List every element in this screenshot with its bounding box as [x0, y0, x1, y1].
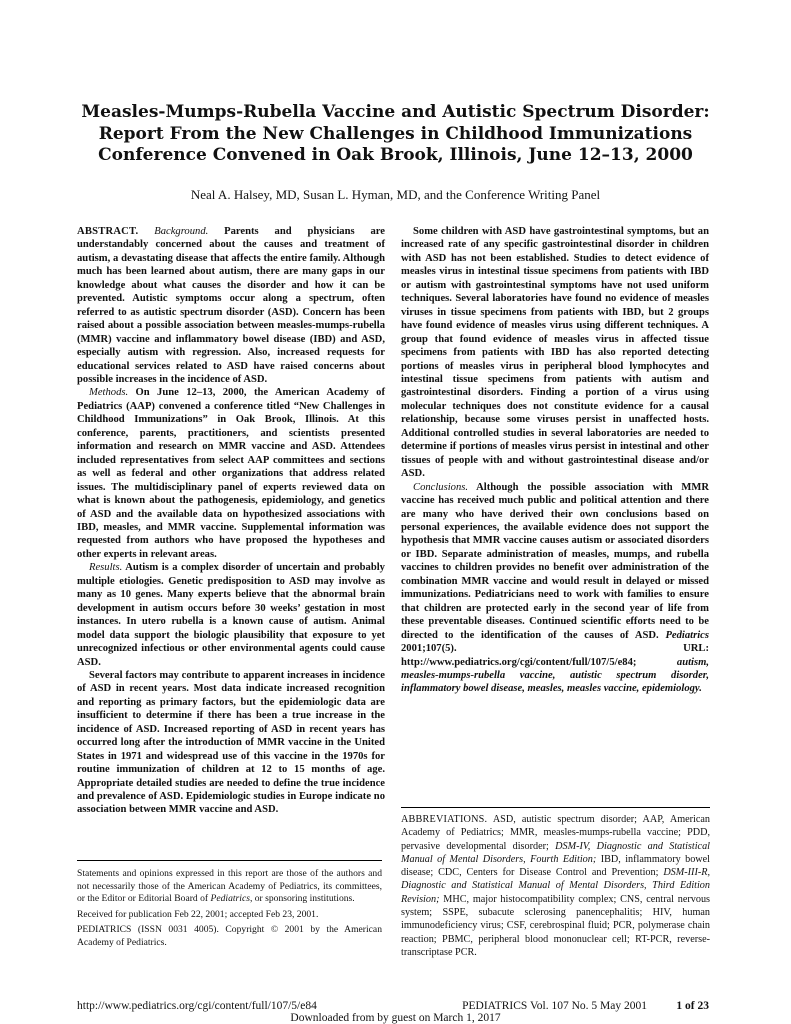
left-column: [77, 225, 385, 817]
abbreviations-text-2: IBD, inflammatory bowel disease; CDC, Centers for Disease Control and Prevention;: [401, 853, 711, 879]
footer-journal: PEDIATRICS Vol. 107 No. 5 May 2001: [462, 1000, 647, 1012]
abbreviations-italic-1: DSM-IV, Diagnostic and Statistical Manual of Mental Disorders, Fourth Edition;: [401, 840, 711, 865]
citation-journal: Pediatrics: [665, 629, 709, 641]
methods-text: On June 12–13, 2000, the American Academy of Pediatrics (AAP) convened a conference titled “New Challenges in Childhood Immunizations” in Oak Brook, Illinois. At this conference, parents, practitioners, and scientists presented information and research on MMR vaccine and ASD. Attendees included representatives from select AAP committees and sections as well as federal and other organizations that address related issues. The multidisciplinary panel of experts reviewed data on what is known about the pathogenesis, epidemiology, and genetics of ASD and the available data on hypothesized associations with IBD, measles, and MMR vaccine. Supplemental information was requested from authors who have proposed the hypotheses and other experts in relevant areas.: [77, 387, 385, 560]
abstract-results-3: [401, 225, 709, 481]
background-text: Parents and physicians are understandably concerned about the causes and treatment of autism, a devastating disease that affects the entire family. Although much has been learned about autism, there are many gaps in our knowledge about what causes the disorder and how it can be prevented. Autistic symptoms occur along a spectrum, often referred to as autistic spectrum disorder (ASD). Concern has been raised about a possible association between measles-mumps-rubella (MMR) vaccine and inflammatory bowel disease (IBD) and ASD, especially autism with regression. Also, increased requests for educational services related to ASD have raised concerns about possible increases in the incidence of ASD.: [77, 226, 385, 385]
abbreviations-text-3: MHC, major histocompatibility complex; CNS, central nervous system; SSPE, subacute sclerosing panencephalitis; HIV, human immunodeficiency virus; CSF, cerebrospinal fluid; PCR, polymerase chain reaction; PBMC, peripheral blood mononuclear cell; RT-PCR, reverse-transcriptase PCR.: [401, 893, 711, 958]
abbreviations-rule: [401, 807, 710, 808]
results-text-3: Some children with ASD have gastrointestinal symptoms, but an increased rate of any specific gastrointestinal disorder in children with ASD has not been established. Studies to detect evidence of measles virus in intestinal tissue specimens from patients with IBD or autism with gastrointestinal symptoms have not used uniform techniques. Several laboratories have found no evidence of measles viruses in tissue specimens from patients with IBD, but 2 groups have found evidence of measles virus using different techniques. A group that found evidence of measles virus in affected tissue specimens from patients with IBD has also reported detecting portions of measles virus in peripheral blood lymphocytes and intestinal tissue specimens from patients with autism and gastrointestinal disorders. Finding a portion of a virus using molecular techniques does not constitute evidence for a causal relationship, because some viruses persist in unaffected hosts. Additional controlled studies in several laboratories are needed to determine if portions of measles virus persist in intestinal and other tissues of people with and without gastrointestinal disease and/or ASD.: [401, 226, 709, 480]
abstract-label: ABSTRACT.: [77, 226, 139, 237]
citation-ref: 2001;107(5). URL: http://www.pediatrics.org/cgi/content/full/107/5/e84;: [401, 643, 709, 668]
conclusions-text: Although the possible association with MMR vaccine has received much public and political attention and there are many who have derived their own conclusions based on personal experiences, the available evidence does not support the hypothesis that MMR vaccine causes autism or associated disorders or IBD. Separate administration of measles, mumps, and rubella vaccines to children provides no benefit over administration of the combination MMR vaccine and would result in delayed or missed immunizations. Pediatricians need to work with families to ensure that children are protected early in the second year of life from these preventable diseases. Continued scientific efforts need to be directed to the identification of the causes of ASD.: [401, 481, 709, 641]
abstract-conclusions: [401, 481, 709, 696]
results-heading: Results.: [89, 562, 123, 574]
footer-url[interactable]: http://www.pediatrics.org/cgi/content/full/107/5/e84: [77, 1000, 317, 1012]
abbreviations-italic-2: DSM-III-R, Diagnostic and Statistical Manual of Mental Disorders, Third Edition Revision;: [401, 867, 710, 905]
results-text-2: Several factors may contribute to apparent increases in incidence of ASD in recent years. Most data indicate increased recognition and reporting as primary factors, but the epidemiologic data are insufficient to determine if there has been a true increase in the incidence of ASD. Increased reporting of ASD in recent years has occurred long after the introduction of MMR vaccine in the United States in 1971 and widespread use of this vaccine in the 1970s for routine immunization of children at 12 to 15 months of age. Appropriate detailed studies are needed to define the true incidence and prevalence of ASD. Epidemiologic studies in Europe indicate no association between MMR vaccine and ASD.: [77, 669, 385, 816]
right-column: [401, 225, 709, 696]
abstract-results-2: [77, 669, 385, 817]
abbreviations-label: ABBREVIATIONS.: [401, 814, 488, 825]
download-notice: Downloaded from by guest on March 1, 2017: [290, 1012, 501, 1024]
conclusions-heading: Conclusions.: [413, 481, 469, 493]
abstract-methods: [77, 386, 385, 561]
abstract-background: [77, 225, 385, 386]
footnote-received: Received for publication Feb 22, 2001; accepted Feb 23, 2001.: [77, 908, 319, 920]
statement-text: Statements and opinions expressed in this report are those of the authors and not necessarily those of the American Academy of Pediatrics, its committees, or the Editor or Editorial Board of: [77, 868, 382, 905]
footnotes: [77, 868, 382, 953]
abstract-results: [77, 561, 385, 669]
article-title: Measles-Mumps-Rubella Vaccine and Autistic Spectrum Disorder: Report From the New Challenges in Childhood Immunizations Conference Convened in Oak Brook, Illinois, June 12–13, 2000: [81, 102, 710, 165]
background-heading: Background.: [154, 226, 209, 237]
footnote-copyright: PEDIATRICS (ISSN 0031 4005). Copyright © 2001 by the American Academy of Pediatrics.: [77, 924, 382, 948]
abbreviations: [401, 813, 710, 959]
abbreviations-text-1: ASD, autistic spectrum disorder; AAP, American Academy of Pediatrics; MMR, measles-mumps-rubella vaccine; PDD, pervasive developmental disorder;: [401, 814, 710, 852]
statement-journal: Pediatrics: [210, 893, 250, 905]
footnote-rule: [77, 860, 382, 861]
statement-text-end: , or sponsoring institutions.: [249, 893, 355, 905]
results-text-1: Autism is a complex disorder of uncertain and probably multiple etiologies. Genetic predisposition to ASD may involve as many as 10 genes. Many experts believe that the abnormal brain development in autism occurs before 30 weeks’ gestation in most instances. In utero rubella is a known cause of autism. Animal model data support the biologic plausibility that exposure to yet unrecognized infectious or other environmental agents could cause ASD.: [77, 562, 385, 668]
methods-heading: Methods.: [89, 387, 129, 399]
footnote-statement: [77, 868, 382, 906]
keywords: autism, measles-mumps-rubella vaccine, autistic spectrum disorder, inflammatory bowel disease, measles, measles vaccine, epidemiology.: [401, 656, 709, 695]
author-line: Neal A. Halsey, MD, Susan L. Hyman, MD, and the Conference Writing Panel: [190, 187, 601, 202]
page-number: 1 of 23: [676, 1000, 709, 1012]
